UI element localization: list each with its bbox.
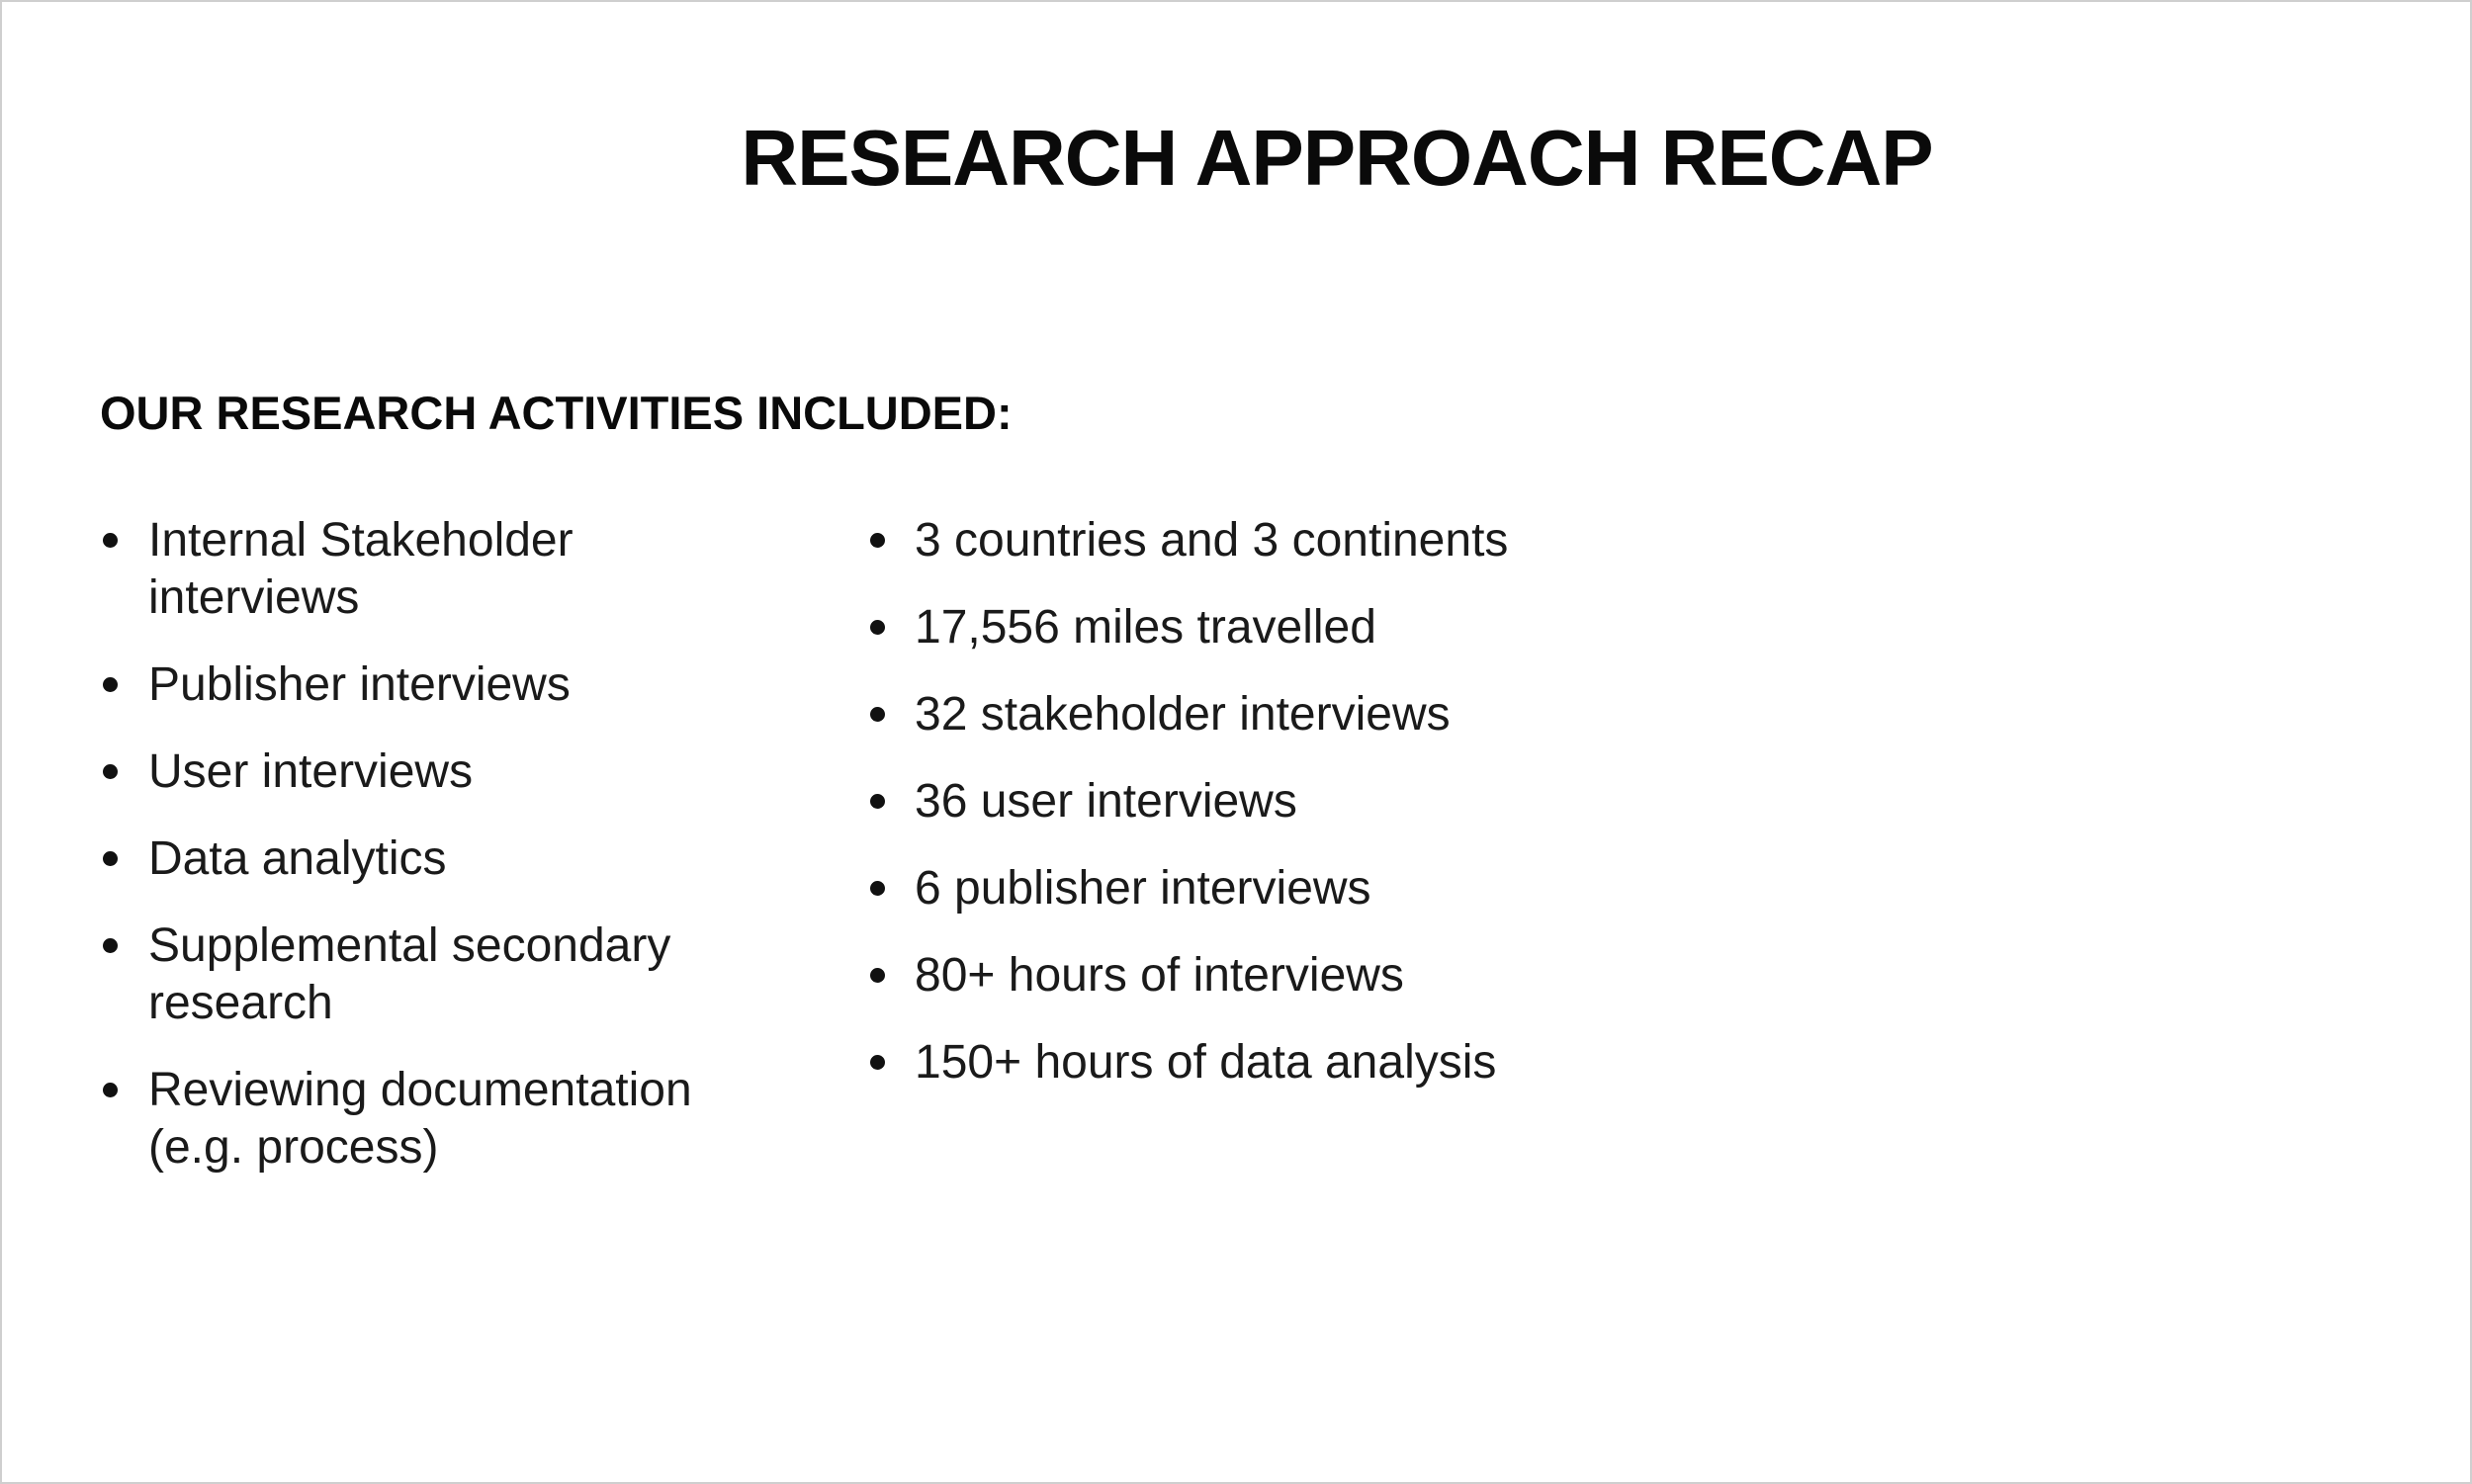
- list-item-label: Supplemental secondary research: [148, 919, 671, 1029]
- bullet-icon: [103, 851, 118, 866]
- list-item: [99, 1062, 791, 1177]
- list-item-label: 36 user interviews: [915, 775, 1297, 828]
- list-item: [866, 773, 1756, 830]
- list-item-label: User interviews: [148, 745, 474, 798]
- bullet-icon: [870, 707, 885, 722]
- bullet-icon: [103, 533, 118, 548]
- list-item: [99, 917, 791, 1032]
- bullet-icon: [870, 1055, 885, 1070]
- list-item: [866, 860, 1756, 917]
- slide-title: RESEARCH APPROACH RECAP: [741, 114, 1933, 202]
- bullet-icon: [103, 677, 118, 692]
- list-item: [99, 743, 791, 801]
- list-item-label: Internal Stakeholder interviews: [148, 514, 574, 624]
- list-item: [866, 1034, 1756, 1091]
- list-item: [99, 830, 791, 888]
- stats-list: [866, 512, 1756, 1121]
- list-item-label: Publisher interviews: [148, 658, 571, 711]
- list-item-label: 32 stakeholder interviews: [915, 688, 1451, 741]
- list-item: [99, 512, 791, 627]
- bullet-icon: [870, 620, 885, 635]
- bullet-icon: [870, 794, 885, 809]
- list-item-label: 80+ hours of interviews: [915, 949, 1404, 1002]
- bullet-icon: [103, 938, 118, 953]
- bullet-icon: [870, 968, 885, 983]
- list-item: [866, 947, 1756, 1004]
- list-item-label: Data analytics: [148, 832, 447, 885]
- list-item-label: 3 countries and 3 continents: [915, 514, 1509, 567]
- list-item-label: 6 publisher interviews: [915, 862, 1371, 915]
- list-item: [866, 686, 1756, 743]
- bullet-icon: [103, 1083, 118, 1097]
- activities-list: [99, 512, 791, 1206]
- list-item-label: Reviewing documentation (e.g. process): [148, 1064, 692, 1174]
- list-item-label: 17,556 miles travelled: [915, 601, 1376, 654]
- list-item-label: 150+ hours of data analysis: [915, 1036, 1497, 1089]
- bullet-icon: [870, 533, 885, 548]
- section-heading: OUR RESEARCH ACTIVITIES INCLUDED:: [100, 387, 1013, 439]
- list-item: [866, 512, 1756, 569]
- list-item: [99, 656, 791, 714]
- bullet-icon: [103, 764, 118, 779]
- bullet-icon: [870, 881, 885, 896]
- list-item: [866, 599, 1756, 656]
